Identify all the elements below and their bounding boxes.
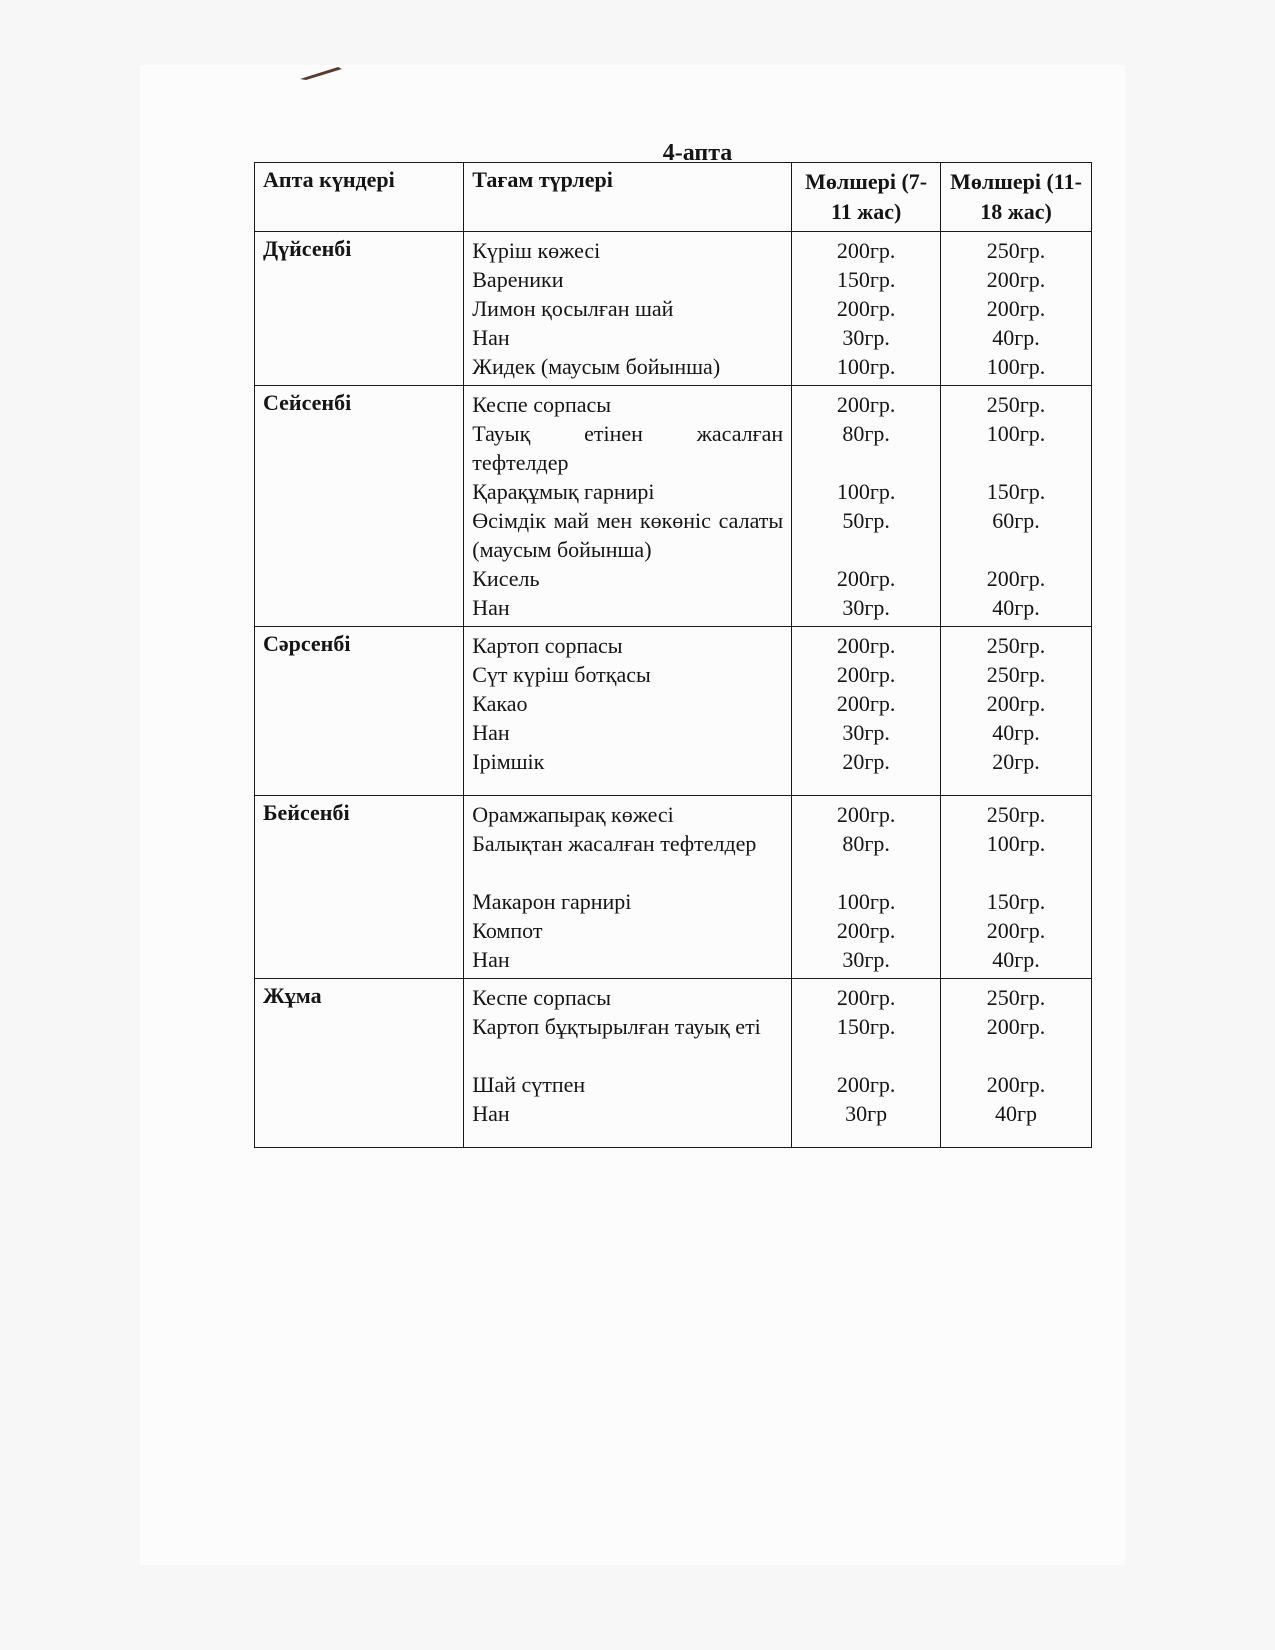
amount-young: 150гр.: [836, 1014, 896, 1039]
food-item: Тауық етінен жасалған тефтелдер: [472, 421, 784, 475]
amount-young: 200гр.: [836, 633, 896, 658]
amount-young-cell: [792, 627, 941, 796]
amount-old-cell: [941, 232, 1092, 386]
day-name: Сейсенбі: [255, 386, 464, 627]
food-item: Нан: [472, 720, 510, 745]
header-amount-old: Мөлшері (11-18 жас): [941, 163, 1092, 232]
amount-young: 200гр.: [836, 238, 896, 263]
amount-old: 250гр.: [986, 802, 1046, 827]
day-row-wednesday: [255, 627, 1092, 796]
food-cell: [464, 386, 792, 627]
amount-old: 250гр.: [986, 392, 1046, 417]
amount-young: 30гр.: [842, 947, 890, 972]
food-item: Картоп сорпасы: [472, 633, 623, 658]
food-item: Кеспе сорпасы: [472, 392, 612, 417]
amount-old: 200гр.: [986, 566, 1046, 591]
food-item: Ірімшік: [472, 749, 545, 774]
day-name: Дүйсенбі: [255, 232, 464, 386]
amount-old: 250гр.: [986, 662, 1046, 687]
amount-old: 40гр.: [992, 325, 1040, 350]
week-title: 4-апта: [662, 140, 733, 166]
amount-old: 250гр.: [986, 633, 1046, 658]
amount-old: 150гр.: [986, 479, 1046, 504]
amount-young: 100гр.: [836, 354, 896, 379]
food-cell: [464, 979, 792, 1148]
food-item: Орамжапырақ көжесі: [472, 802, 674, 827]
amount-young: 30гр.: [842, 720, 890, 745]
amount-young: 200гр.: [836, 662, 896, 687]
amount-young: 30гр: [845, 1101, 888, 1126]
day-name: Бейсенбі: [255, 796, 464, 979]
amount-old: 100гр.: [986, 831, 1046, 856]
food-item: Күріш көжесі: [472, 238, 601, 263]
day-row-tuesday: [255, 386, 1092, 627]
amount-old: 40гр.: [992, 595, 1040, 620]
food-item: Нан: [472, 947, 510, 972]
amount-old: 150гр.: [986, 889, 1046, 914]
food-cell: [464, 627, 792, 796]
amount-young-cell: [792, 386, 941, 627]
food-item: Какао: [472, 691, 528, 716]
amount-young: 30гр.: [842, 595, 890, 620]
amount-young: 20гр.: [842, 749, 890, 774]
amount-young: 200гр.: [836, 802, 896, 827]
food-item: Кисель: [472, 566, 540, 591]
amount-old: 250гр.: [986, 985, 1046, 1010]
amount-old: 250гр.: [986, 238, 1046, 263]
amount-old-cell: [941, 796, 1092, 979]
food-item: Балықтан жасалған тефтелдер: [472, 831, 757, 856]
amount-old: 200гр.: [986, 1072, 1046, 1097]
amount-young: 100гр.: [836, 889, 896, 914]
pen-mark: [300, 66, 342, 80]
menu-table: [254, 162, 1092, 1148]
food-item: Лимон қосылған шай: [472, 296, 674, 321]
amount-old: 200гр.: [986, 691, 1046, 716]
amount-young: 200гр.: [836, 918, 896, 943]
food-item: Вареники: [472, 267, 564, 292]
menu-body: [255, 232, 1092, 1148]
food-item: Нан: [472, 325, 510, 350]
food-item: Қарақұмық гарнирі: [472, 479, 655, 504]
amount-old: 40гр: [995, 1101, 1038, 1126]
amount-old-cell: [941, 386, 1092, 627]
food-item: Макарон гарнирі: [472, 889, 632, 914]
amount-old: 40гр.: [992, 947, 1040, 972]
amount-old: 200гр.: [986, 1014, 1046, 1039]
amount-old: 200гр.: [986, 918, 1046, 943]
amount-young: 200гр.: [836, 1072, 896, 1097]
amount-young-cell: [792, 232, 941, 386]
amount-old-cell: [941, 979, 1092, 1148]
food-item: Компот: [472, 918, 543, 943]
amount-young: 200гр.: [836, 985, 896, 1010]
food-item: Сүт күріш ботқасы: [472, 662, 651, 687]
amount-young-cell: [792, 979, 941, 1148]
amount-young: 50гр.: [842, 508, 890, 533]
amount-young: 100гр.: [836, 479, 896, 504]
food-item: Өсімдік май мен көкөніс салаты (маусым бойынша): [472, 508, 784, 562]
amount-old: 40гр.: [992, 720, 1040, 745]
header-amount-young: Мөлшері (7-11 жас): [792, 163, 941, 232]
amount-young: 30гр.: [842, 325, 890, 350]
day-name: Сәрсенбі: [255, 627, 464, 796]
food-item: Нан: [472, 1101, 510, 1126]
amount-young-cell: [792, 796, 941, 979]
amount-old: 100гр.: [986, 421, 1046, 446]
food-item: Жидек (маусым бойынша): [472, 354, 721, 379]
amount-young: 200гр.: [836, 296, 896, 321]
header-food: Тағам түрлері: [464, 163, 792, 232]
day-row-thursday: [255, 796, 1092, 979]
food-cell: [464, 796, 792, 979]
amount-old: 200гр.: [986, 296, 1046, 321]
food-item: Нан: [472, 595, 510, 620]
amount-old: 200гр.: [986, 267, 1046, 292]
amount-young: 80гр.: [842, 421, 890, 446]
amount-young: 200гр.: [836, 392, 896, 417]
amount-old: 100гр.: [986, 354, 1046, 379]
amount-old: 60гр.: [992, 508, 1040, 533]
amount-young: 80гр.: [842, 831, 890, 856]
amount-young: 200гр.: [836, 691, 896, 716]
food-item: Шай сүтпен: [472, 1072, 586, 1097]
food-item: Картоп бұқтырылған тауық еті: [472, 1014, 761, 1039]
food-item: Кеспе сорпасы: [472, 985, 612, 1010]
amount-young: 150гр.: [836, 267, 896, 292]
amount-old: 20гр.: [992, 749, 1040, 774]
amount-old-cell: [941, 627, 1092, 796]
day-row-friday: [255, 979, 1092, 1148]
day-row-monday: [255, 232, 1092, 386]
header-row: [255, 163, 1092, 232]
header-day: Апта күндері: [255, 163, 464, 232]
food-cell: [464, 232, 792, 386]
amount-young: 200гр.: [836, 566, 896, 591]
day-name: Жұма: [255, 979, 464, 1148]
